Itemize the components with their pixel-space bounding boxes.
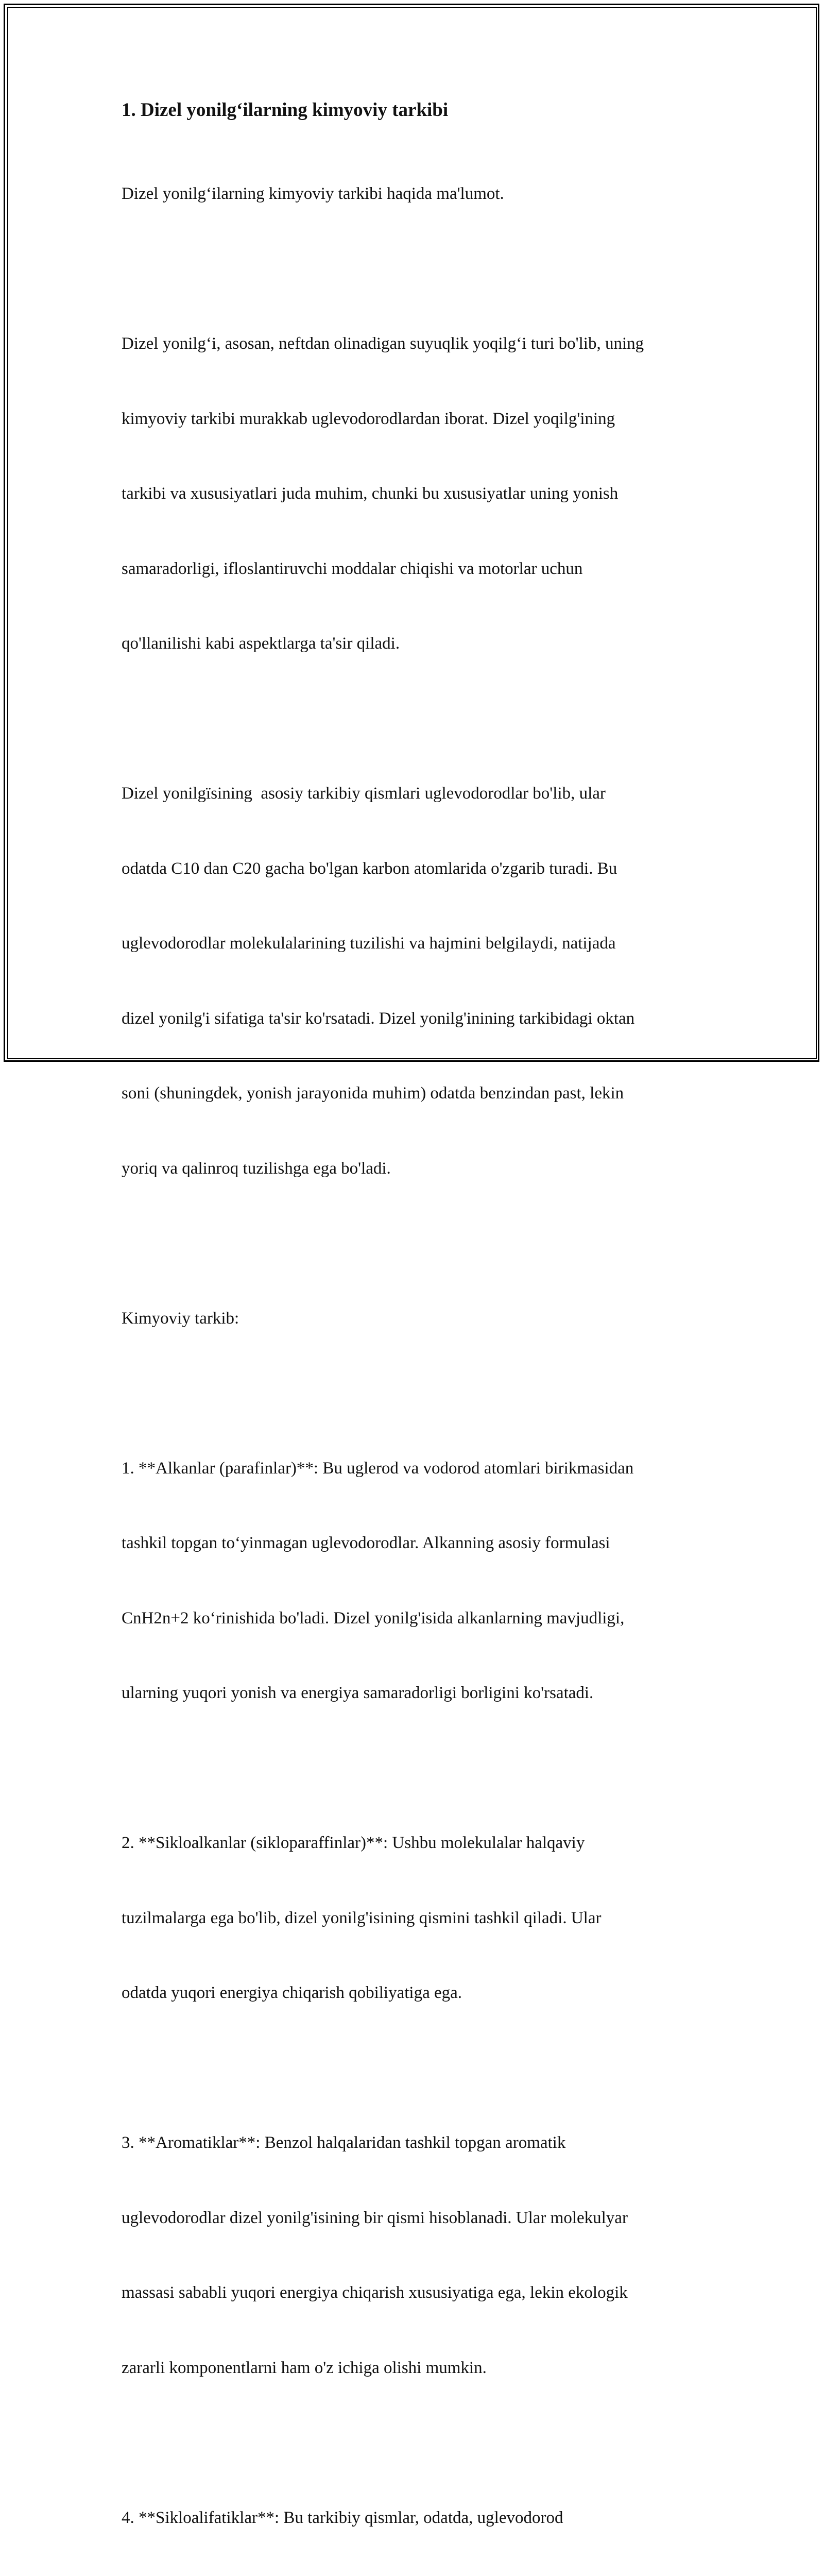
- text-line: odatda C10 dan C20 gacha bo'lgan karbon atomlarida o'zgarib turadi. Bu: [122, 856, 709, 882]
- text-line: soni (shuningdek, yonish jarayonida muhim) odatda benzindan past, lekin: [122, 1081, 709, 1106]
- paragraph-overview: [122, 281, 709, 706]
- text-line: 4. **Sikloalifatiklar**: Bu tarkibiy qismlar, odatda, uglevodorod: [122, 2505, 709, 2531]
- text-line: massasi sababli yuqori energiya chiqarish xususiyatiga ega, lekin ekologik: [122, 2280, 709, 2306]
- paragraph-components: [122, 731, 709, 1231]
- document-body: [122, 96, 709, 2576]
- text-line: zararli komponentlarni ham o'z ichiga olishi mumkin.: [122, 2355, 709, 2381]
- text-line: Dizel yonilgïsining asosiy tarkibiy qismlari uglevodorodlar bo'lib, ular: [122, 781, 709, 806]
- document-title: 1. Dizel yonilg‘ilarning kimyoviy tarkibi: [122, 96, 709, 124]
- text-line: ularning yuqori yonish va energiya samaradorligi borligini ko'rsatadi.: [122, 1681, 709, 1706]
- text-line: tuzilmalarga ega bo'lib, dizel yonilg'isining qismini tashkil qiladi. Ular: [122, 1906, 709, 1931]
- paragraph-intro: [122, 131, 709, 257]
- list-item-sikloalifatiklar: [122, 2455, 709, 2576]
- list-item-aromatiklar: [122, 2080, 709, 2430]
- text-line: tarkibi va xususiyatlari juda muhim, chunki bu xususiyatlar uning yonish: [122, 481, 709, 506]
- list-item-alkanlar: [122, 1406, 709, 1756]
- text-line: Kimyoviy tarkib:: [122, 1306, 709, 1331]
- text-line: qo'llanilishi kabi aspektlarga ta'sir qiladi.: [122, 631, 709, 656]
- text-line: odatda yuqori energiya chiqarish qobiliyatiga ega.: [122, 1980, 709, 2006]
- text-line: dizel yonilg'i sifatiga ta'sir ko'rsatadi. Dizel yonilg'inining tarkibidagi oktan: [122, 1006, 709, 1031]
- text-line: samaradorligi, ifloslantiruvchi moddalar chiqishi va motorlar uchun: [122, 556, 709, 582]
- text-line: 3. **Aromatiklar**: Benzol halqalaridan tashkil topgan aromatik: [122, 2130, 709, 2156]
- text-line: 2. **Sikloalkanlar (sikloparaffinlar)**: Ushbu molekulalar halqaviy: [122, 1831, 709, 1856]
- text-line: Dizel yonilg‘i, asosan, neftdan olinadigan suyuqlik yoqilg‘i turi bo'lib, uning: [122, 331, 709, 357]
- list-item-sikloalkanlar: [122, 1781, 709, 2056]
- text-line: uglevodorodlar molekulalarining tuzilishi va hajmini belgilaydi, natijada: [122, 931, 709, 956]
- text-line: CnH2n+2 ko‘rinishida bo'ladi. Dizel yonilg'isida alkanlarning mavjudligi,: [122, 1606, 709, 1631]
- text-line: tashkil topgan to‘yinmagan uglevodorodlar. Alkanning asosiy formulasi: [122, 1531, 709, 1556]
- text-line: uglevodorodlar dizel yonilg'isining bir qismi hisoblanadi. Ular molekulyar: [122, 2206, 709, 2231]
- text-line: 1. **Alkanlar (parafinlar)**: Bu uglerod va vodorod atomlari birikmasidan: [122, 1456, 709, 1481]
- section-heading-kimyoviy-tarkib: [122, 1256, 709, 1381]
- text-line: kimyoviy tarkibi murakkab uglevodorodlardan iborat. Dizel yoqilg'ining: [122, 406, 709, 432]
- text-line: Dizel yonilg‘ilarning kimyoviy tarkibi haqida ma'lumot.: [122, 181, 709, 207]
- text-line: yoriq va qalinroq tuzilishga ega bo'ladi.: [122, 1156, 709, 1181]
